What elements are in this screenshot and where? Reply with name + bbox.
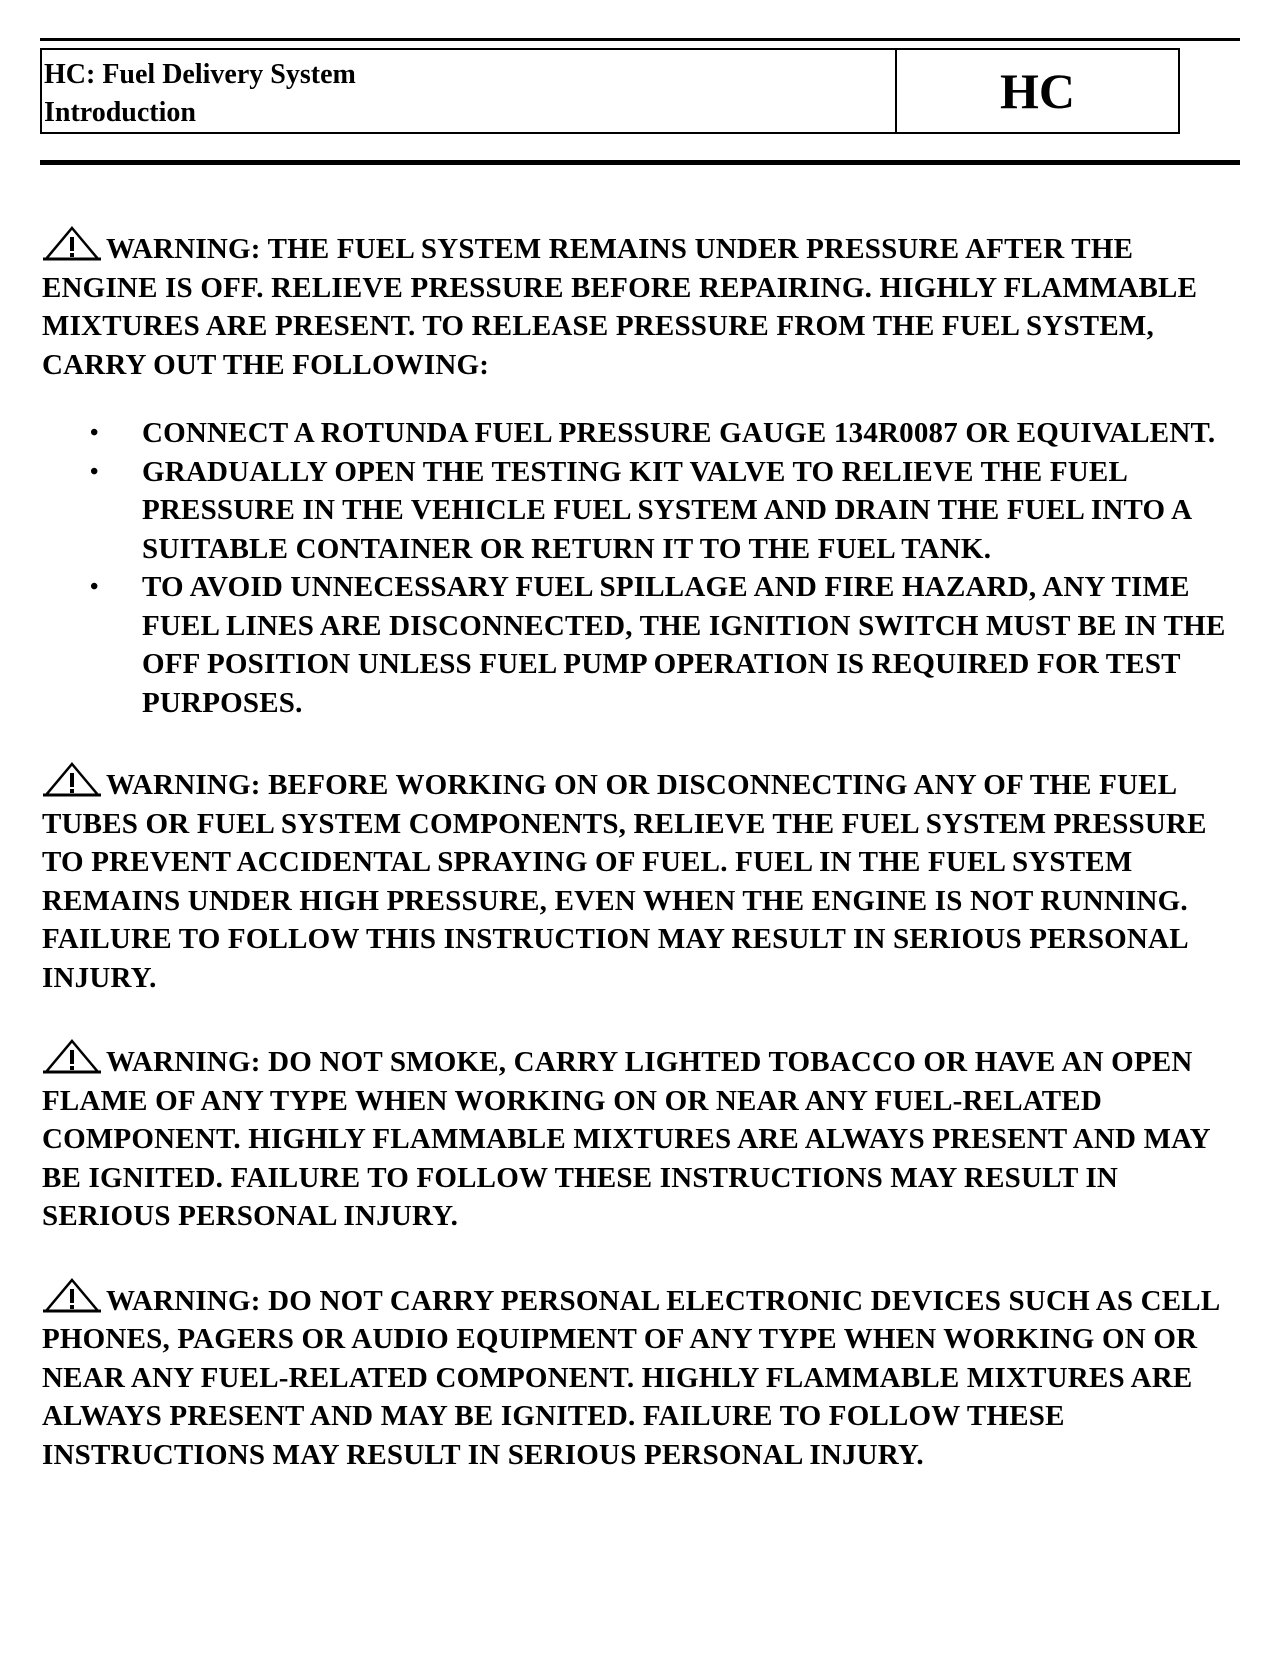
warning-triangle-icon: [42, 226, 102, 262]
list-item-text: CONNECT A ROTUNDA FUEL PRESSURE GAUGE 134R0087 OR EQUIVALENT.: [142, 417, 1216, 449]
list-item: [42, 414, 1242, 453]
warning-paragraph: [42, 1278, 1242, 1475]
spacer: [42, 722, 1242, 762]
warning-triangle-icon: [42, 1039, 102, 1075]
warning-paragraph: [42, 1039, 1242, 1236]
warning-paragraph: [42, 762, 1242, 997]
section-subtitle: Introduction: [44, 97, 196, 128]
spacer: [42, 1236, 1242, 1278]
bullet-icon: •: [90, 458, 99, 485]
bullet-icon: •: [90, 574, 99, 600]
warning-text: WARNING: DO NOT CARRY PERSONAL ELECTRONIC DEVICES SUCH AS CELL PHONES, PAGERS OR AUDIO EQUIPMENT OF ANY TYPE WHEN WORKING ON OR NEAR ANY FUEL-RELATED COMPONENT. HIGHLY FLAMMABLE MIXTURES ARE ALWAYS PRESENT AND MAY BE IGNITED. FAILURE TO FOLLOW THESE INSTRUCTIONS MAY RESULT IN SERIOUS PERSONAL INJURY.: [42, 1284, 1219, 1471]
warning-triangle-icon: [42, 762, 102, 798]
list-item: [42, 568, 1242, 722]
warning-text: WARNING: BEFORE WORKING ON OR DISCONNECTING ANY OF THE FUEL TUBES OR FUEL SYSTEM COMPONENTS, RELIEVE THE FUEL SYSTEM PRESSURE TO PREVENT ACCIDENTAL SPRAYING OF FUEL. FUEL IN THE FUEL SYSTEM REMAINS UNDER HIGH PRESSURE, EVEN WHEN THE ENGINE IS NOT RUNNING. FAILURE TO FOLLOW THIS INSTRUCTION MAY RESULT IN SERIOUS PERSONAL INJURY.: [42, 769, 1207, 994]
top-rule: [40, 38, 1240, 41]
list-item-text: GRADUALLY OPEN THE TESTING KIT VALVE TO RELIEVE THE FUEL PRESSURE IN THE VEHICLE FUEL SYSTEM AND DRAIN THE FUEL INTO A SUITABLE CONTAINER OR RETURN IT TO THE FUEL TANK.: [142, 455, 1191, 565]
spacer: [42, 997, 1242, 1039]
list-item-text: TO AVOID UNNECESSARY FUEL SPILLAGE AND FIRE HAZARD, ANY TIME FUEL LINES ARE DISCONNECTED, THE IGNITION SWITCH MUST BE IN THE OFF POSITION UNLESS FUEL PUMP OPERATION IS REQUIRED FOR TEST PURPOSES.: [142, 571, 1226, 719]
warnings-content: [42, 226, 1242, 1474]
section-code: HC: [1000, 63, 1075, 119]
procedure-list: [42, 414, 1242, 722]
warning-triangle-icon: [42, 1278, 102, 1314]
section-header: [40, 48, 1180, 134]
header-bottom-rule: [40, 160, 1240, 165]
section-title: HC: Fuel Delivery System: [44, 59, 356, 90]
bullet-icon: •: [90, 420, 99, 446]
section-title-cell: [42, 50, 897, 132]
warning-paragraph: [42, 226, 1242, 384]
warning-text: WARNING: THE FUEL SYSTEM REMAINS UNDER PRESSURE AFTER THE ENGINE IS OFF. RELIEVE PRESSURE BEFORE REPAIRING. HIGHLY FLAMMABLE MIXTURES ARE PRESENT. TO RELEASE PRESSURE FROM THE FUEL SYSTEM, CARRY OUT THE FOLLOWING:: [42, 233, 1198, 381]
warning-text: WARNING: DO NOT SMOKE, CARRY LIGHTED TOBACCO OR HAVE AN OPEN FLAME OF ANY TYPE WHEN WORKING ON OR NEAR ANY FUEL-RELATED COMPONENT. HIGHLY FLAMMABLE MIXTURES ARE ALWAYS PRESENT AND MAY BE IGNITED. FAILURE TO FOLLOW THESE INSTRUCTIONS MAY RESULT IN SERIOUS PERSONAL INJURY.: [42, 1046, 1210, 1232]
list-item: [42, 453, 1242, 569]
